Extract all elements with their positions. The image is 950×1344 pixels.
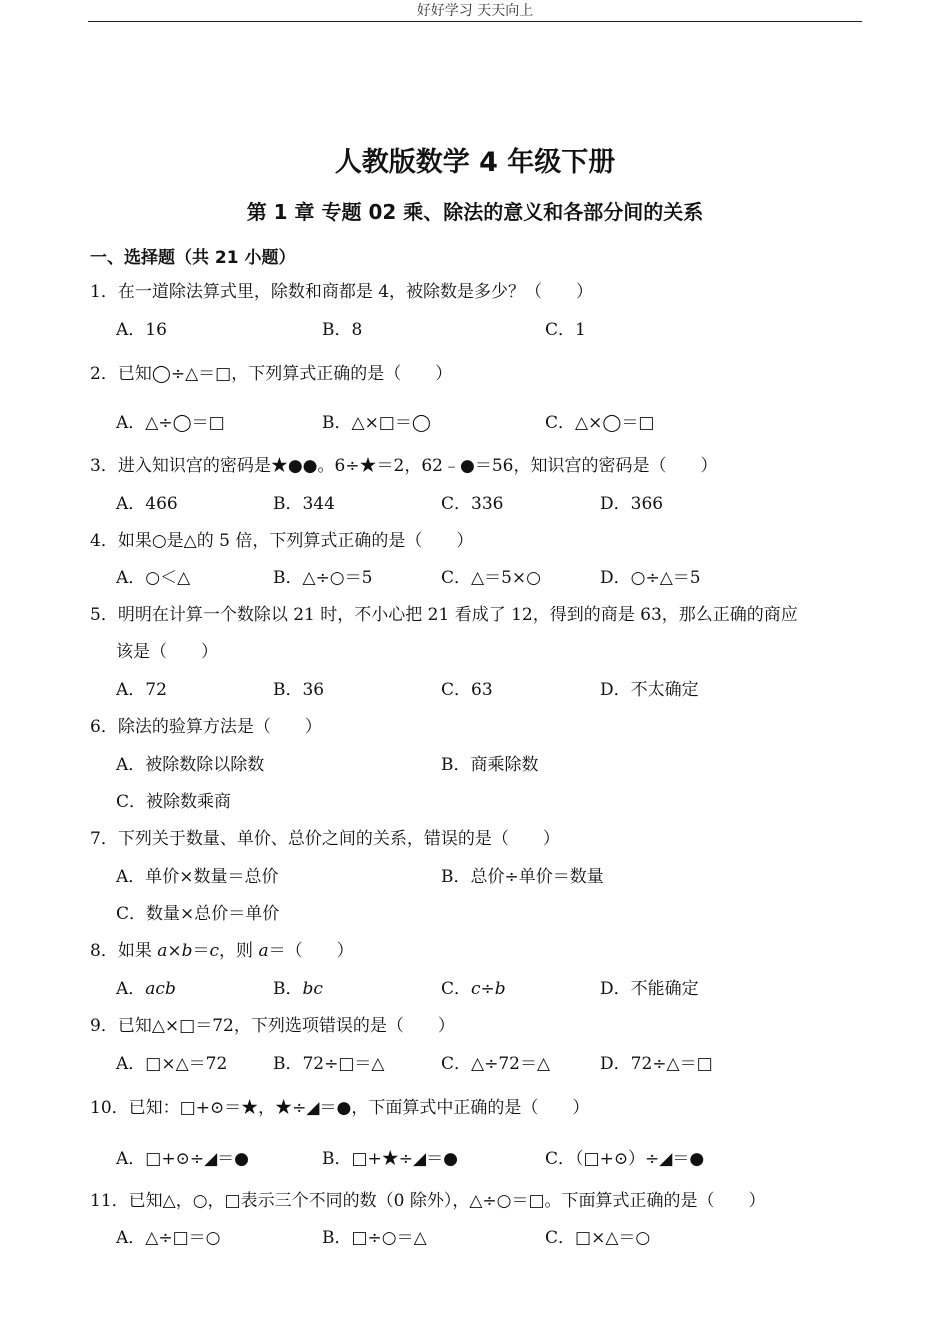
question-9-option-c: C．△÷72＝△ [441,1054,551,1074]
question-7-option-a: A．单价×数量＝总价 [116,867,279,887]
section-heading: 一、选择题（共 21 小题） [90,248,296,268]
question-4-option-b: B．△÷○＝5 [273,568,373,588]
question-7-option-c: C．数量×总价＝单价 [116,904,280,924]
question-3-option-d: D．366 [600,494,664,514]
question-2-option-a: A．△÷◯＝□ [116,413,225,433]
question-5-stem-line-2: 该是（ ） [116,642,218,662]
page-header: 好好学习 天天向上 [416,3,534,19]
question-7-option-b: B．总价÷单价＝数量 [441,867,604,887]
question-10-option-b: B．□+★÷◢＝● [322,1149,458,1169]
question-9-option-a: A．□×△＝72 [116,1054,228,1074]
question-3-stem: 3．进入知识宫的密码是★●●。6÷★＝2，62﹣●＝56，知识宫的密码是（ ） [90,456,718,476]
question-8-option-a: A．acb [116,979,176,999]
question-5-option-d: D．不太确定 [600,680,699,700]
question-6-option-b: B．商乘除数 [441,755,539,775]
question-11-option-c: C．□×△＝○ [545,1228,651,1248]
question-7-stem: 7．下列关于数量、单价、总价之间的关系，错误的是（ ） [90,829,560,849]
question-10-stem: 10．已知：□+⊙＝★，★÷◢＝●，下面算式中正确的是（ ） [90,1098,590,1118]
question-6-option-a: A．被除数除以除数 [116,755,265,775]
question-2-option-c: C．△×◯＝□ [545,413,655,433]
question-1-stem: 1．在一道除法算式里，除数和商都是 4，被除数是多少？（ ） [90,282,594,302]
question-3-option-a: A．466 [116,494,178,514]
question-11-option-a: A．△÷□＝○ [116,1228,221,1248]
question-2-stem: 2．已知◯÷△＝□，下列算式正确的是（ ） [90,364,453,384]
question-5-option-a: A．72 [116,680,167,700]
question-4-option-c: C．△＝5×○ [441,568,541,588]
question-3-option-c: C．336 [441,494,504,514]
question-1-option-c: C．1 [545,320,586,340]
question-11-option-b: B．□÷○＝△ [322,1228,427,1248]
question-8-option-d: D．不能确定 [600,979,699,999]
question-9-stem: 9．已知△×□＝72，下列选项错误的是（ ） [90,1016,455,1036]
page-title: 人教版数学 4 年级下册 [334,147,616,178]
question-8-stem: 8．如果 a×b＝c，则 a＝（ ） [90,941,354,961]
question-5-option-c: C．63 [441,680,493,700]
question-8-option-c: C．c÷b [441,979,506,999]
question-3-option-b: B．344 [273,494,335,514]
question-4-stem: 4．如果○是△的 5 倍，下列算式正确的是（ ） [90,531,474,551]
question-9-option-b: B．72÷□＝△ [273,1054,385,1074]
question-5-option-b: B．36 [273,680,325,700]
question-10-option-a: A．□+⊙÷◢＝● [116,1149,249,1169]
question-6-option-c: C．被除数乘商 [116,792,232,812]
header-divider [88,21,862,22]
question-5-stem-line-1: 5．明明在计算一个数除以 21 时，不小心把 21 看成了 12，得到的商是 63，那么正确的商应 [90,605,798,625]
question-11-stem: 11．已知△，○，□表示三个不同的数（0 除外），△÷○＝□。下面算式正确的是（ ） [90,1191,766,1211]
question-6-stem: 6．除法的验算方法是（ ） [90,717,322,737]
question-8-option-b: B．bc [273,979,323,999]
question-4-option-a: A．○＜△ [116,568,191,588]
page-subtitle: 第 1 章 专题 02 乘、除法的意义和各部分间的关系 [246,200,704,224]
question-1-option-a: A．16 [116,320,167,340]
question-10-option-c: C．（□+⊙）÷◢＝● [545,1149,705,1169]
question-9-option-d: D．72÷△＝□ [600,1054,713,1074]
question-2-option-b: B．△×□＝◯ [322,413,431,433]
question-4-option-d: D．○÷△＝5 [600,568,701,588]
question-1-option-b: B．8 [322,320,363,340]
